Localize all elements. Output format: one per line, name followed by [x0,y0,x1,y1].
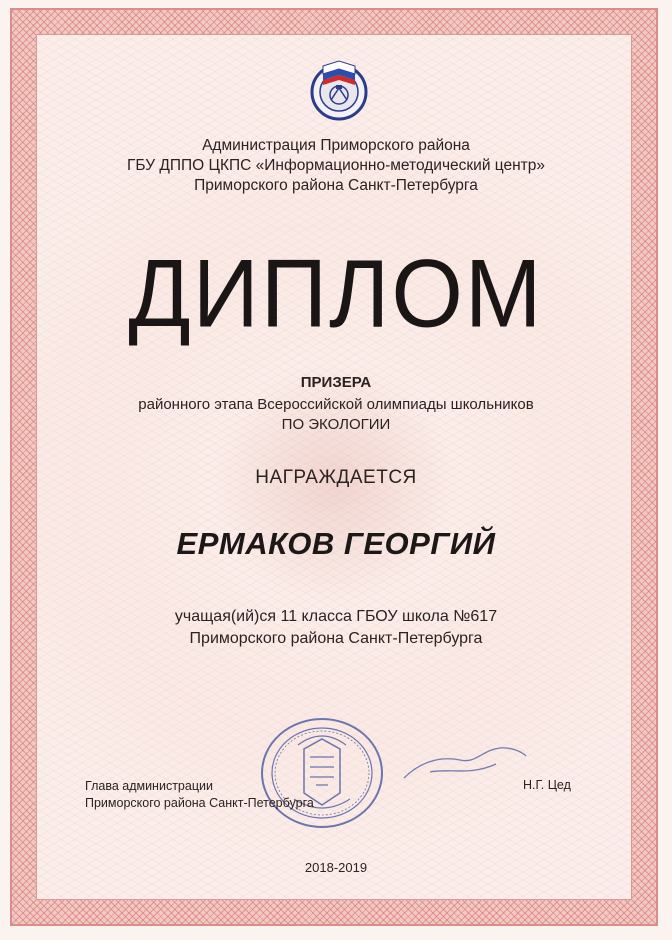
organization-line-1: Администрация Приморского района [202,137,470,154]
awarded-text: НАГРАЖДАЕТСЯ [255,467,417,488]
signature [400,742,530,792]
signatory-title-line-2: Приморского района Санкт-Петербурга [85,796,314,810]
diploma-title: ДИПЛОМ [128,240,544,348]
student-info: учащая(ий)ся 11 класса ГБОУ школа №617 [174,608,498,625]
olympiad-emblem-icon [303,52,375,124]
olympiad-subject: ПО ЭКОЛОГИИ [281,416,391,433]
signatory-name: Н.Г. Цед [523,778,571,792]
student-district: Приморского района Санкт-Петербурга [189,630,483,647]
signatory-title [85,778,314,812]
award-status: ПРИЗЕРА [300,374,372,391]
academic-year: 2018-2019 [304,860,368,875]
official-seal-icon [258,715,386,831]
organization-line-3: Приморского района Санкт-Петербурга [194,177,478,194]
signatory-title-line-1: Глава администрации [85,779,213,793]
recipient-name: ЕРМАКОВ ГЕОРГИЙ [176,526,496,561]
organization-line-2: ГБУ ДППО ЦКПС «Информационно-методический центр» [126,157,546,174]
event-description: районного этапа Всероссийской олимпиады школьников [138,396,534,413]
